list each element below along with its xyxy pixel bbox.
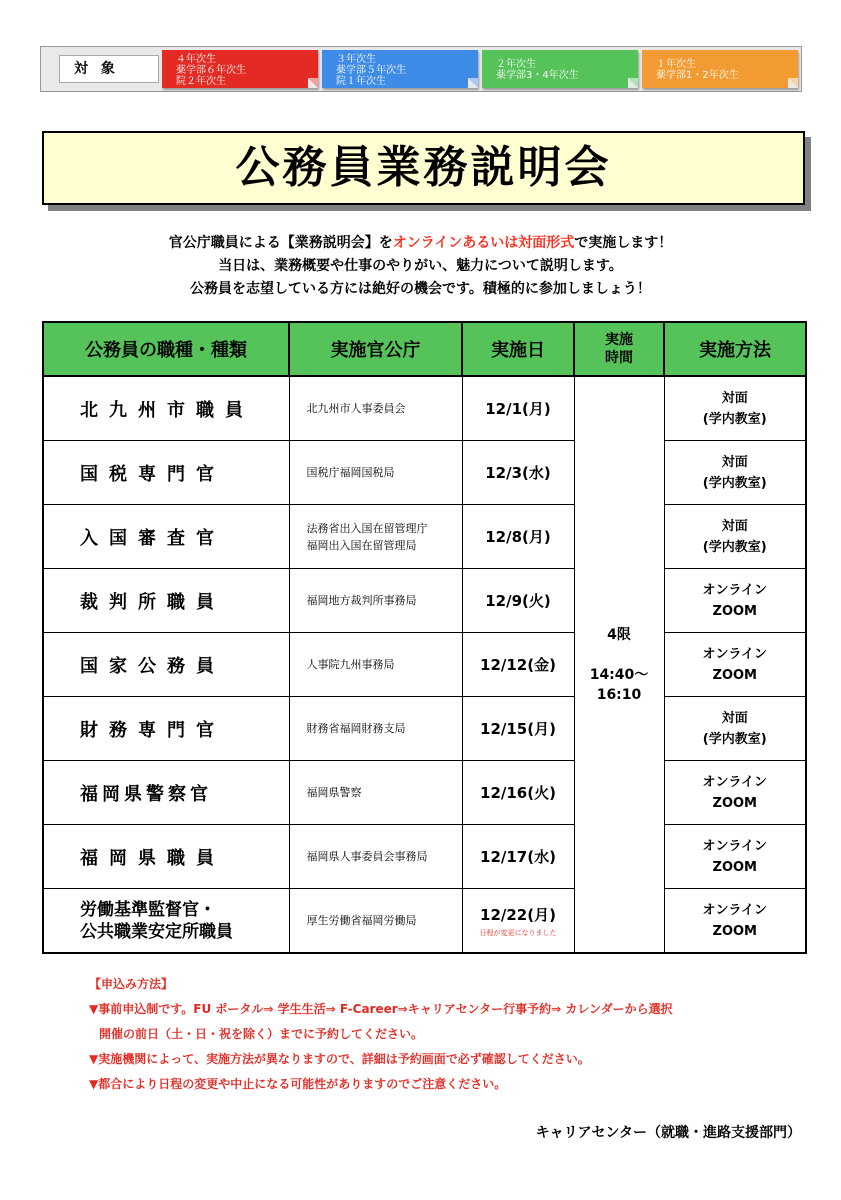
table-row (43, 633, 806, 697)
agency-cell: 北九州市人事委員会 (289, 376, 462, 441)
time-cell: 4限 14:40～ 16:10 (574, 376, 664, 953)
intro-line-1: 官公庁職員による【業務説明会】をオンラインあるいは対面形式で実施します！ (168, 235, 673, 251)
job-cell: 北九州市職員 (43, 376, 289, 441)
application-line: ▼都合により日程の変更や中止になる可能性がありますのでご注意ください。 (89, 1077, 507, 1091)
job-cell: 国税専門官 (43, 441, 289, 505)
application-line: 開催の前日（土・日・祝を除く）までに予約してください。 (99, 1027, 424, 1041)
date-cell: 12/1(月) (462, 376, 574, 441)
table-row (43, 889, 806, 954)
method-cell: 対面 (学内教室) (664, 505, 806, 569)
job-cell: 裁判所職員 (43, 569, 289, 633)
page-fold-icon (628, 78, 638, 88)
date-cell: 12/22(月) 日程が変更になりました (462, 889, 574, 954)
table-row (43, 569, 806, 633)
date-cell: 12/15(月) (462, 697, 574, 761)
date-change-note: 日程が変更になりました (479, 928, 557, 937)
intro-line-2: 当日は、業務概要や仕事のやりがい、魅力について説明します。 (218, 258, 623, 274)
header-job: 公務員の職種・種類 (43, 322, 289, 376)
table-row (43, 697, 806, 761)
method-cell: 対面 (学内教室) (664, 376, 806, 441)
table-row (43, 376, 806, 441)
agency-cell: 財務省福岡財務支局 (289, 697, 462, 761)
page-fold-icon (308, 78, 318, 88)
grade-box-4th: ４年次生 薬学部６年次生 院２年次生 (162, 50, 318, 88)
method-cell: 対面 (学内教室) (664, 441, 806, 505)
application-line: ▼実施機関によって、実施方法が異なりますので、詳細は予約画面で必ず確認してください。 (89, 1052, 590, 1066)
header-time: 実施 時間 (574, 322, 664, 376)
date-cell: 12/8(月) (462, 505, 574, 569)
date-cell: 12/12(金) (462, 633, 574, 697)
agency-cell: 福岡地方裁判所事務局 (289, 569, 462, 633)
agency-cell: 福岡県人事委員会事務局 (289, 825, 462, 889)
agency-cell: 人事院九州事務局 (289, 633, 462, 697)
intro-text (0, 232, 841, 301)
footer-organization: キャリアセンター（就職・進路支援部門） (535, 1125, 801, 1141)
page-fold-icon (468, 78, 478, 88)
intro-line-3: 公務員を志望している方には絶好の機会です。積極的に参加しましょう！ (190, 281, 651, 297)
date-cell: 12/17(水) (462, 825, 574, 889)
table-row (43, 441, 806, 505)
grade-box-3rd: ３年次生 薬学部５年次生 院１年次生 (322, 50, 478, 88)
page-fold-icon (788, 78, 798, 88)
header-method: 実施方法 (664, 322, 806, 376)
agency-cell: 法務省出入国在留管理庁 福岡出入国在留管理局 (289, 505, 462, 569)
method-cell: オンライン ZOOM (664, 569, 806, 633)
date-cell: 12/9(火) (462, 569, 574, 633)
target-label: 対 象 (59, 55, 159, 83)
table-row (43, 505, 806, 569)
job-cell: 財務専門官 (43, 697, 289, 761)
header-agency: 実施官公庁 (289, 322, 462, 376)
job-cell: 国家公務員 (43, 633, 289, 697)
page-title: 公務員業務説明会 (42, 131, 805, 205)
table-row (43, 761, 806, 825)
schedule-table (42, 321, 807, 954)
header-date: 実施日 (462, 322, 574, 376)
grade-box-2nd: ２年次生 薬学部3・4年次生 (482, 50, 638, 88)
date-cell: 12/16(火) (462, 761, 574, 825)
job-cell: 入国審査官 (43, 505, 289, 569)
target-bar (40, 46, 802, 92)
table-row (43, 825, 806, 889)
application-line: ▼事前申込制です。FU ポータル⇒ 学生生活⇒ F-Career⇒キャリアセンター行事予約⇒ カレンダーから選択 (89, 1002, 673, 1016)
agency-cell: 厚生労働省福岡労働局 (289, 889, 462, 954)
method-cell: 対面 (学内教室) (664, 697, 806, 761)
date-cell: 12/3(水) (462, 441, 574, 505)
method-cell: オンライン ZOOM (664, 825, 806, 889)
job-cell: 福岡県警察官 (43, 761, 289, 825)
method-cell: オンライン ZOOM (664, 889, 806, 954)
agency-cell: 福岡県警察 (289, 761, 462, 825)
method-cell: オンライン ZOOM (664, 761, 806, 825)
job-cell: 労働基準監督官・ 公共職業安定所職員 (43, 889, 289, 954)
job-cell: 福岡県職員 (43, 825, 289, 889)
application-info (89, 972, 789, 1097)
table-header-row (43, 322, 806, 376)
agency-cell: 国税庁福岡国税局 (289, 441, 462, 505)
application-heading: 【申込み方法】 (89, 977, 174, 991)
method-cell: オンライン ZOOM (664, 633, 806, 697)
grade-box-1st: １年次生 薬学部1・2年次生 (642, 50, 798, 88)
